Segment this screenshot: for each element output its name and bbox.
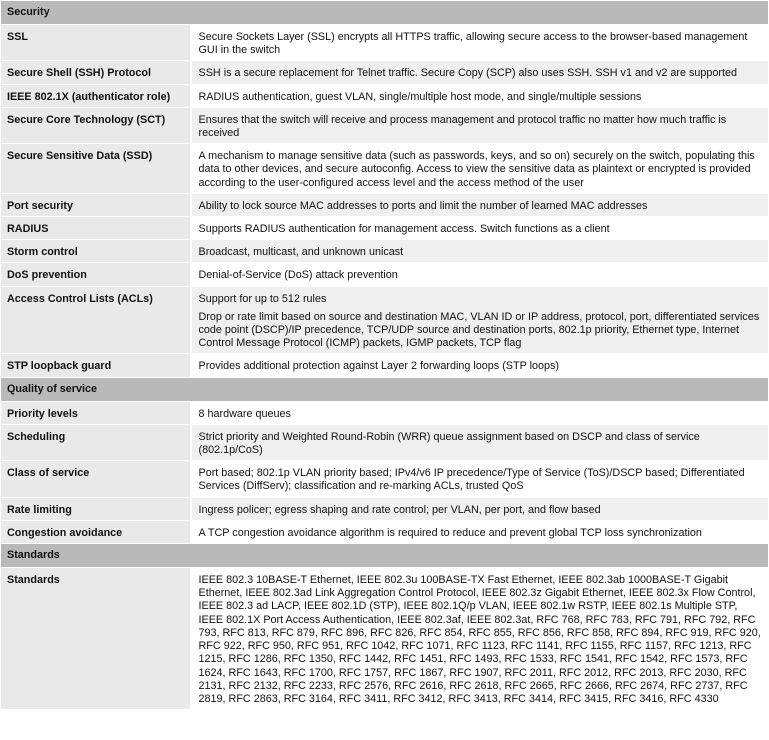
table-row: [1, 424, 769, 460]
description-paragraph: Broadcast, multicast, and unknown unicast: [198, 246, 404, 259]
section-header-quality-of-service: [1, 377, 769, 401]
row-description: [191, 84, 769, 107]
description-paragraph: Secure Sockets Layer (SSL) encrypts all HTTPS traffic, allowing secure access to the browser-based management GUI in the switch: [198, 31, 748, 57]
row-label: Congestion avoidance: [1, 520, 191, 543]
row-description: [191, 25, 769, 61]
row-label: STP loopback guard: [1, 354, 191, 377]
table-row: [1, 25, 769, 61]
row-label: Access Control Lists (ACLs): [1, 286, 191, 354]
row-description: [191, 424, 769, 460]
section-header-standards: [1, 544, 769, 568]
table-row: [1, 461, 769, 497]
row-description: [191, 286, 769, 354]
row-label: Priority levels: [1, 401, 191, 424]
row-description: [191, 263, 769, 286]
description-paragraph: Ingress policer; egress shaping and rate control; per VLAN, per port, and flow based: [198, 503, 601, 516]
row-description: [191, 461, 769, 497]
row-label: Secure Sensitive Data (SSD): [1, 144, 191, 194]
description-paragraph: Ability to lock source MAC addresses to ports and limit the number of learned MAC addresses: [198, 199, 648, 212]
table-row: [1, 193, 769, 216]
section-title: Standards: [1, 544, 769, 568]
row-description: [191, 144, 769, 194]
row-description: [191, 61, 769, 84]
row-description: [191, 354, 769, 377]
table-row: [1, 520, 769, 543]
row-description: [191, 217, 769, 240]
table-row: [1, 217, 769, 240]
table-row: [1, 84, 769, 107]
table-row: [1, 354, 769, 377]
description-paragraph: SSH is a secure replacement for Telnet traffic. Secure Copy (SCP) also uses SSH. SSH v1 and v2 are supported: [198, 67, 737, 80]
section-title: Quality of service: [1, 377, 769, 401]
table-row: [1, 240, 769, 263]
row-description: [191, 568, 769, 710]
row-label: Class of service: [1, 461, 191, 497]
table-row: [1, 497, 769, 520]
row-label: Storm control: [1, 240, 191, 263]
description-paragraph: A TCP congestion avoidance algorithm is required to reduce and prevent global TCP loss synchronization: [198, 526, 702, 539]
table-row: [1, 568, 769, 710]
description-paragraph: Support for up to 512 rules: [198, 292, 327, 305]
description-paragraph: Ensures that the switch will receive and process management and protocol traffic no matter how much traffic is received: [198, 113, 727, 140]
description-paragraph: Supports RADIUS authentication for management access. Switch functions as a client: [198, 223, 610, 236]
row-label: Rate limiting: [1, 497, 191, 520]
section-title: Security: [1, 1, 769, 25]
table-row: [1, 263, 769, 286]
description-paragraph: IEEE 802.3 10BASE-T Ethernet, IEEE 802.3u 100BASE-TX Fast Ethernet, IEEE 802.3ab 1000BASE-T Gigabit Ethernet, IEEE 802.3ad Link Aggregation Control Protocol, IEEE 802.3z Gigabit Ethernet, IEEE 802.3x Flow Control, IEEE 802.3 ad LACP, IEEE 802.1D (STP), IEEE 802.1Q/p VLAN, IEEE 802.1w RSTP, IEEE 802.1s Multiple STP, IEEE 802.1X Port Access Authentication, IEEE 802.3af, IEEE 802.3at, RFC 768, RFC 783, RFC 791, RFC 792, RFC 793, RFC 813, RFC 879, RFC 896, RFC 826, RFC 854, RFC 855, RFC 856, RFC 858, RFC 894, RFC 919, RFC 920, RFC 922, RFC 950, RFC 951, RFC 1042, RFC 1071, RFC 1123, RFC 1141, RFC 1155, RFC 1157, RFC 1213, RFC 1215, RFC 1286, RFC 1350, RFC 1442, RFC 1451, RFC 1493, RFC 1533, RFC 1541, RFC 1542, RFC 1573, RFC 1624, RFC 1643, RFC 1700, RFC 1757, RFC 1867, RFC 1907, RFC 2011, RFC 2012, RFC 2013, RFC 2030, RFC 2131, RFC 2132, RFC 2233, RFC 2576, RFC 2616, RFC 2618, RFC 2665, RFC 2666, RFC 2674, RFC 2737, RFC 2819, RFC 2863, RFC 3164, RFC 3411, RFC 3412, RFC 3413, RFC 3414, RFC 3415, RFC 3416, RFC 4330: [198, 574, 761, 705]
description-paragraph: Drop or rate limit based on source and destination MAC, VLAN ID or IP address, protocol, port, differentiated services code point (DSCP)/IP precedence, TCP/UDP source and destination ports, 802.1p priority, Ethernet type, Internet Control Message Protocol (ICMP) packets, IGMP packets, TCP flag: [198, 310, 760, 350]
section-header-security: [1, 1, 769, 25]
row-description: [191, 497, 769, 520]
row-description: [191, 240, 769, 263]
row-description: [191, 520, 769, 543]
row-label: Port security: [1, 193, 191, 216]
table-row: [1, 286, 769, 354]
table-row: [1, 107, 769, 143]
row-description: [191, 401, 769, 424]
table-row: [1, 61, 769, 84]
description-paragraph: Port based; 802.1p VLAN priority based; IPv4/v6 IP precedence/Type of Service (ToS)/DSCP based; Differentiated Services (DiffServ); classification and re-marking ACLs, trusted QoS: [198, 467, 745, 493]
row-description: [191, 193, 769, 216]
row-label: Scheduling: [1, 424, 191, 460]
description-paragraph: 8 hardware queues: [198, 407, 291, 420]
row-label: SSL: [1, 25, 191, 61]
table-row: [1, 401, 769, 424]
row-label: RADIUS: [1, 217, 191, 240]
row-label: IEEE 802.1X (authenticator role): [1, 84, 191, 107]
row-label: Standards: [1, 568, 191, 710]
description-paragraph: Denial-of-Service (DoS) attack prevention: [198, 269, 398, 282]
row-label: Secure Core Technology (SCT): [1, 107, 191, 143]
row-label: Secure Shell (SSH) Protocol: [1, 61, 191, 84]
spec-table-body: [1, 1, 769, 710]
description-paragraph: A mechanism to manage sensitive data (such as passwords, keys, and so on) securely on the switch, populating this data to other devices, and secure autoconfig. Access to view the sensitive data as plaintext or encrypted is provided according to the user-configured access level and the access method of the user: [198, 150, 755, 189]
description-paragraph: Strict priority and Weighted Round-Robin (WRR) queue assignment based on DSCP and class of service (802.1p/CoS): [198, 430, 700, 457]
description-paragraph: RADIUS authentication, guest VLAN, single/multiple host mode, and single/multiple sessions: [198, 90, 642, 103]
table-row: [1, 144, 769, 194]
row-label: DoS prevention: [1, 263, 191, 286]
description-paragraph: Provides additional protection against Layer 2 forwarding loops (STP loops): [198, 360, 559, 373]
row-description: [191, 107, 769, 143]
